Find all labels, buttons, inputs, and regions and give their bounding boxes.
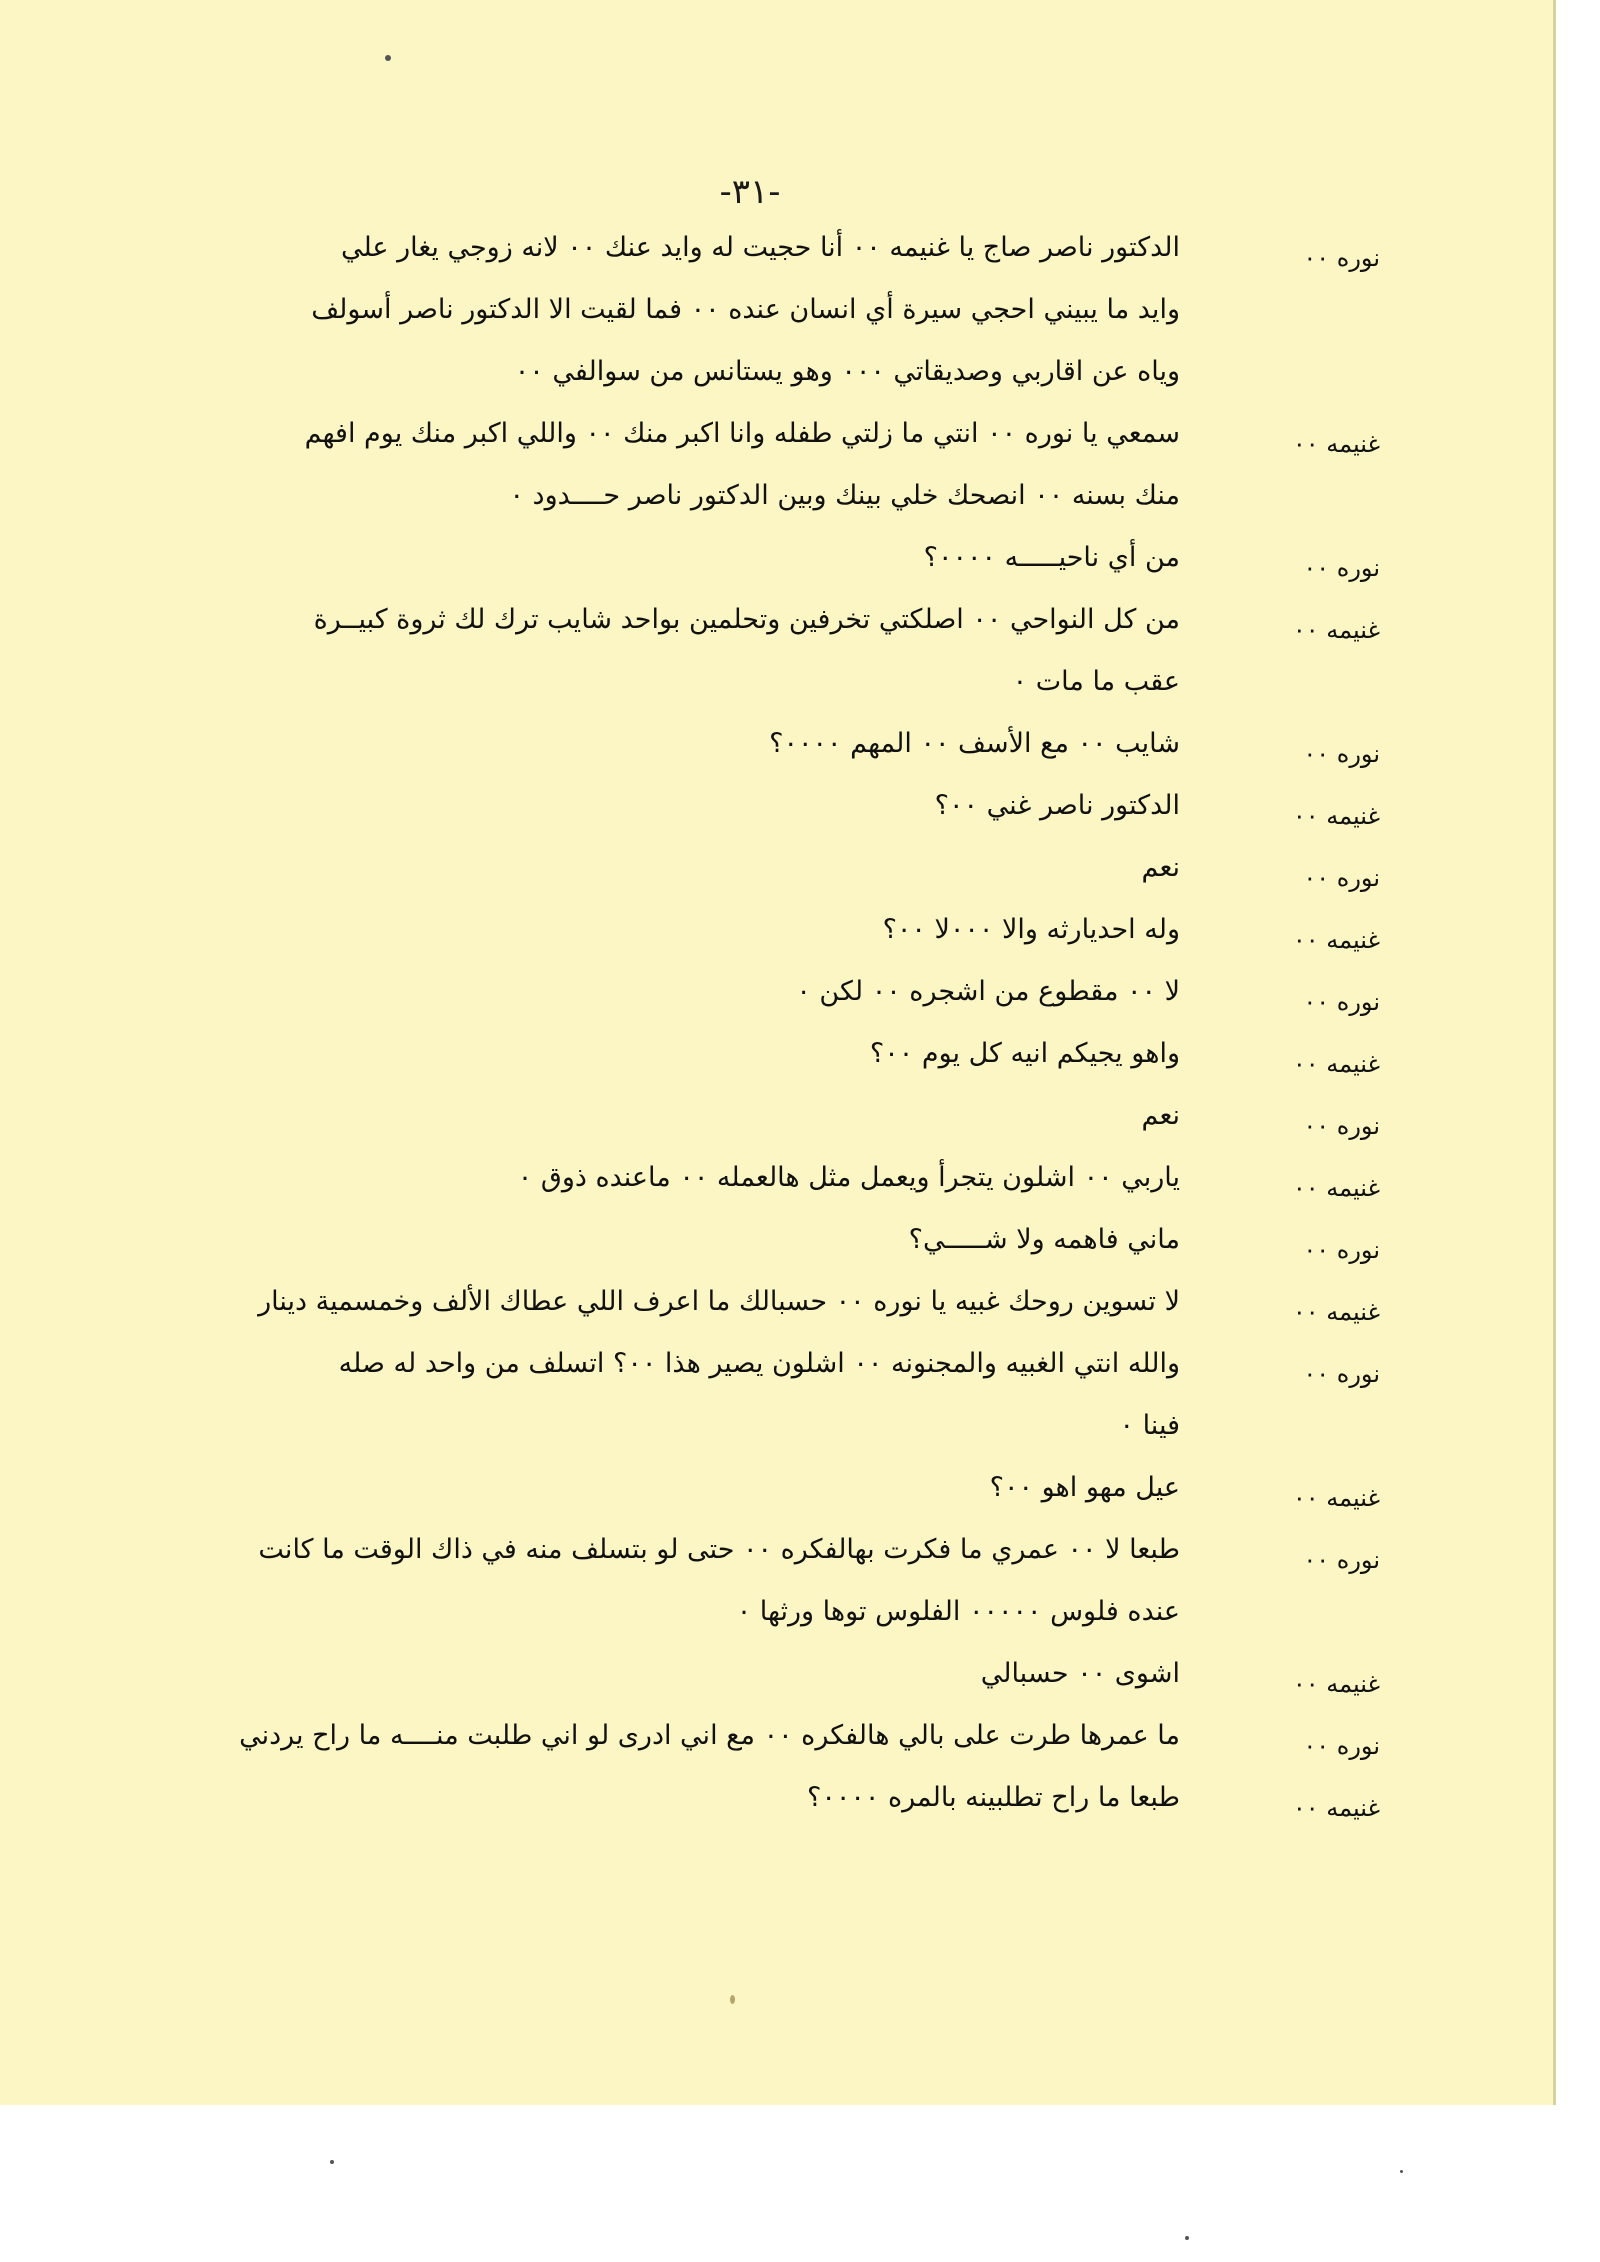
dialogue-text: عقب ما مات ٠ xyxy=(1012,666,1180,697)
scan-speck xyxy=(330,2160,334,2164)
dialogue-text: عنده فلوس ٠٠٠٠٠ الفلوس توها ورثها ٠ xyxy=(736,1596,1180,1627)
dialogue-text: ما عمرها طرت على بالي هالفكره ٠٠ مع اني ادرى لو اني طلبت منــــه ما راح يردني xyxy=(239,1720,1180,1751)
dialogue-line xyxy=(70,1716,1380,1778)
dialogue-text: ماني فاهمه ولا شـــــي؟ xyxy=(908,1224,1180,1255)
dialogue-text: طبعا لا ٠٠ عمري ما فكرت بهالفكره ٠٠ حتى لو بتسلف منه في ذاك الوقت ما كانت xyxy=(258,1534,1180,1565)
dialogue-line xyxy=(70,1220,1380,1282)
speaker-name: نوره ٠٠ xyxy=(1303,740,1380,768)
speaker-name: غنيمه ٠٠ xyxy=(1292,1050,1380,1078)
dialogue-line xyxy=(70,972,1380,1034)
dialogue-line xyxy=(70,1344,1380,1406)
speaker-name: غنيمه ٠٠ xyxy=(1292,616,1380,644)
dialogue-line xyxy=(70,352,1380,414)
dialogue-line xyxy=(70,1530,1380,1592)
dialogue-line xyxy=(70,662,1380,724)
dialogue-line xyxy=(70,290,1380,352)
dialogue-line xyxy=(70,538,1380,600)
speaker-name: نوره ٠٠ xyxy=(1303,1546,1380,1574)
paper-speck xyxy=(385,55,391,61)
dialogue-text: الدكتور ناصر غني ٠٠؟ xyxy=(934,790,1180,821)
dialogue-line xyxy=(70,1406,1380,1468)
dialogue-text: نعم xyxy=(1141,1100,1180,1131)
speaker-name: نوره ٠٠ xyxy=(1303,554,1380,582)
dialogue-line xyxy=(70,1034,1380,1096)
page-number: -٣١- xyxy=(719,172,781,212)
dialogue-line xyxy=(70,724,1380,786)
dialogue-line xyxy=(70,600,1380,662)
speaker-name: غنيمه ٠٠ xyxy=(1292,430,1380,458)
dialogue-line xyxy=(70,228,1380,290)
dialogue-text: وايد ما يبيني احجي سيرة أي انسان عنده ٠٠ فما لقيت الا الدكتور ناصر أسولف xyxy=(311,294,1180,325)
dialogue-text: الدكتور ناصر صاج يا غنيمه ٠٠ أنا حجيت له وايد عنك ٠٠ لانه زوجي يغار علي xyxy=(340,232,1180,263)
dialogue-text: شايب ٠٠ مع الأسف ٠٠ المهم ٠٠٠٠؟ xyxy=(769,728,1180,759)
dialogue-line xyxy=(70,1158,1380,1220)
dialogue-line xyxy=(70,1592,1380,1654)
scan-speck xyxy=(1400,2170,1403,2173)
dialogue-line xyxy=(70,414,1380,476)
dialogue-text: منك بسنه ٠٠ انصحك خلي بينك وبين الدكتور ناصر حــــدود ٠ xyxy=(509,480,1180,511)
dialogue-line xyxy=(70,1282,1380,1344)
dialogue-script xyxy=(70,228,1380,1840)
speaker-name: نوره ٠٠ xyxy=(1303,1112,1380,1140)
speaker-name: غنيمه ٠٠ xyxy=(1292,1670,1380,1698)
dialogue-text: عيل مهو اهو ٠٠؟ xyxy=(989,1472,1180,1503)
speaker-name: نوره ٠٠ xyxy=(1303,1732,1380,1760)
speaker-name: غنيمه ٠٠ xyxy=(1292,1174,1380,1202)
dialogue-text: وله احديارثه والا ٠٠٠لا ٠٠؟ xyxy=(882,914,1180,945)
dialogue-line xyxy=(70,848,1380,910)
dialogue-text: لا ٠٠ مقطوع من اشجره ٠٠ لكن ٠ xyxy=(796,976,1180,1007)
dialogue-text: طبعا ما راح تطلبينه بالمره ٠٠٠٠؟ xyxy=(807,1782,1180,1813)
speaker-name: نوره ٠٠ xyxy=(1303,1236,1380,1264)
dialogue-line xyxy=(70,786,1380,848)
speaker-name: نوره ٠٠ xyxy=(1303,864,1380,892)
dialogue-text: ياربي ٠٠ اشلون يتجرأ ويعمل مثل هالعمله ٠٠ ماعنده ذوق ٠ xyxy=(517,1162,1180,1193)
speaker-name: نوره ٠٠ xyxy=(1303,1360,1380,1388)
dialogue-text: سمعي يا نوره ٠٠ انتي ما زلتي طفله وانا اكبر منك ٠٠ واللي اكبر منك يوم افهم xyxy=(304,418,1180,449)
speaker-name: غنيمه ٠٠ xyxy=(1292,926,1380,954)
dialogue-text: لا تسوين روحك غبيه يا نوره ٠٠ حسبالك ما اعرف اللي عطاك الألف وخمسمية دينار xyxy=(258,1286,1180,1317)
dialogue-text: واهو يجيكم انيه كل يوم ٠٠؟ xyxy=(869,1038,1180,1069)
dialogue-line xyxy=(70,1778,1380,1840)
dialogue-text: والله انتي الغبيه والمجنونه ٠٠ اشلون يصير هذا ٠٠؟ اتسلف من واحد له صله xyxy=(338,1348,1180,1379)
paper-speck xyxy=(730,1995,735,2004)
dialogue-line xyxy=(70,1468,1380,1530)
dialogue-text: من أي ناحيـــــه ٠٠٠٠؟ xyxy=(923,542,1180,573)
speaker-name: نوره ٠٠ xyxy=(1303,988,1380,1016)
dialogue-text: من كل النواحي ٠٠ اصلكتي تخرفين وتحلمين بواحد شايب ترك لك ثروة كبيــرة xyxy=(313,604,1180,635)
dialogue-line xyxy=(70,910,1380,972)
speaker-name: غنيمه ٠٠ xyxy=(1292,1794,1380,1822)
dialogue-line xyxy=(70,1654,1380,1716)
dialogue-text: اشوى ٠٠ حسبالي xyxy=(980,1658,1180,1689)
scan-speck xyxy=(1185,2236,1189,2240)
dialogue-text: نعم xyxy=(1141,852,1180,883)
dialogue-text: وياه عن اقاربي وصديقاتي ٠٠٠ وهو يستانس من سوالفي ٠٠ xyxy=(514,356,1180,387)
dialogue-line xyxy=(70,476,1380,538)
speaker-name: غنيمه ٠٠ xyxy=(1292,1298,1380,1326)
dialogue-line xyxy=(70,1096,1380,1158)
speaker-name: نوره ٠٠ xyxy=(1303,244,1380,272)
dialogue-text: فينا ٠ xyxy=(1119,1410,1180,1441)
speaker-name: غنيمه ٠٠ xyxy=(1292,1484,1380,1512)
speaker-name: غنيمه ٠٠ xyxy=(1292,802,1380,830)
